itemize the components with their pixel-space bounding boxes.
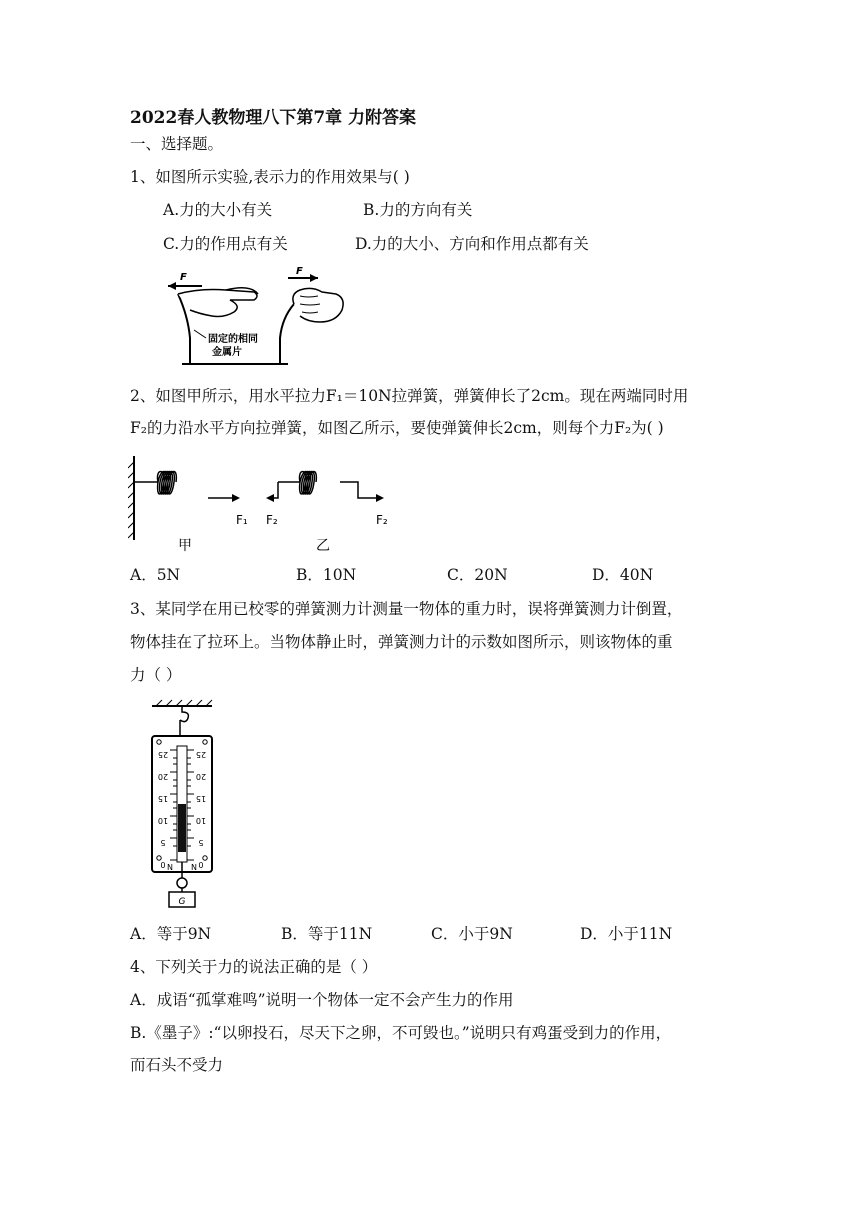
scale-unit-right: N: [191, 863, 197, 872]
scale-label-left-0: 0: [160, 860, 166, 869]
q2-stem-line1: 2、如图甲所示，用水平拉力F₁＝10N拉弹簧，弹簧伸长了2cm。现在两端同时用: [130, 387, 689, 405]
q2-figure: [128, 454, 398, 556]
scale-label-left-20: 20: [157, 772, 169, 781]
q3-option-a: A．等于9N: [130, 925, 212, 943]
scale-label-left-25: 25: [157, 750, 169, 759]
q1-option-d: D.力的大小、方向和作用点都有关: [355, 235, 589, 253]
q4-option-b-line1: B.《墨子》:“以卵投石，尽天下之卵，不可毁也。”说明只有鸡蛋受到力的作用，: [130, 1024, 672, 1042]
q2-option-c: C．20N: [447, 566, 508, 584]
scale-label-right-0: 0: [198, 860, 204, 869]
q4-option-a: A．成语“孤掌难鸣”说明一个物体一定不会产生力的作用: [130, 991, 514, 1009]
q1-option-a: A.力的大小有关: [163, 201, 273, 219]
q2-fig-jia: 甲: [178, 538, 192, 554]
scale-label-left-5: 5: [160, 838, 166, 847]
q3-spring-scale-figure: [146, 694, 226, 912]
q2-fig-f2-left: F₂: [266, 513, 278, 527]
scale-label-right-15: 15: [195, 794, 207, 803]
q1-fig-f-right: F: [296, 266, 303, 277]
q1-fig-label-1: 固定的相同: [208, 334, 258, 345]
scale-label-left-10: 10: [157, 816, 169, 825]
q3-stem-line1: 3、某同学在用已校零的弹簧测力计测量一物体的重力时，误将弹簧测力计倒置，: [130, 600, 683, 618]
section-heading: 一、选择题。: [130, 135, 224, 153]
q2-option-b: B．10N: [296, 566, 357, 584]
q3-option-d: D．小于11N: [580, 925, 673, 943]
q2-fig-f2-right: F₂: [376, 513, 388, 527]
scale-label-right-20: 20: [195, 772, 207, 781]
q3-stem-line2: 物体挂在了拉环上。当物体静止时，弹簧测力计的示数如图所示，则该物体的重: [130, 633, 673, 651]
q3-option-b: B．等于11N: [281, 925, 373, 943]
q2-fig-yi: 乙: [316, 538, 330, 554]
q4-stem: 4、下列关于力的说法正确的是（ ）: [130, 958, 378, 976]
q2-stem-line2: F₂的力沿水平方向拉弹簧，如图乙所示，要使弹簧伸长2cm，则每个力F₂为( ): [130, 419, 664, 437]
scale-label-right-5: 5: [198, 838, 204, 847]
q1-fig-label-2: 金属片: [212, 347, 242, 358]
q3-stem-line3: 力（ ）: [130, 666, 182, 684]
q1-fig-f-left: F: [180, 272, 187, 283]
scale-unit-left: N: [167, 863, 173, 872]
scale-label-right-10: 10: [195, 816, 207, 825]
q2-option-d: D．40N: [592, 566, 654, 584]
q1-stem: 1、如图所示实验,表示力的作用效果与( ): [130, 168, 410, 186]
page-title: 2022春人教物理八下第7章 力附答案: [130, 108, 417, 128]
q2-fig-f1: F₁: [236, 513, 248, 527]
scale-label-left-15: 15: [157, 794, 169, 803]
q1-option-b: B.力的方向有关: [363, 201, 473, 219]
scale-weight-label: G: [178, 897, 186, 907]
q1-figure: [160, 266, 360, 370]
q2-option-a: A．5N: [130, 566, 181, 584]
scale-label-right-25: 25: [195, 750, 207, 759]
q1-option-c: C.力的作用点有关: [163, 235, 288, 253]
q4-option-b-line2: 而石头不受力: [130, 1056, 224, 1074]
q3-option-c: C．小于9N: [431, 925, 513, 943]
